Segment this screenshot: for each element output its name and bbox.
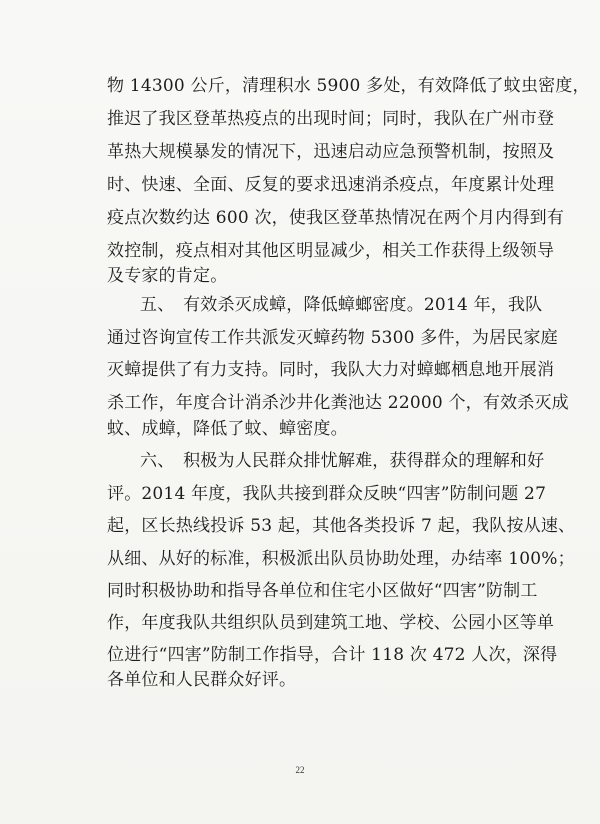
- text-line: 各单位和人民群众好评。: [107, 670, 297, 690]
- text-line: 时、快速、全面、反复的要求迅速消杀疫点，年度累计处理: [107, 175, 555, 195]
- text-line: 位进行“四害”防制工作指导，合计 118 次 472 人次，深得: [107, 645, 558, 665]
- text-line: 从细、从好的标准，积极派出队员协助处理，办结率 100%；: [107, 549, 575, 569]
- text-line: 评。2014 年度，我队共接到群众反映“四害”防制问题 27: [107, 484, 547, 504]
- text-line: 疫点次数约达 600 次，使我区登革热情况在两个月内得到有: [107, 208, 565, 228]
- section-heading-line: 五、 有效杀灭成蟑，降低蟑螂密度。2014 年，我队: [140, 295, 543, 315]
- text-line: 推迟了我区登革热疫点的出现时间；同时，我队在广州市登: [107, 109, 555, 129]
- text-line: 蚊、成蟑，降低了蚊、蟑密度。: [107, 419, 348, 439]
- text-line: 及专家的肯定。: [107, 266, 228, 286]
- page-number: 22: [295, 765, 305, 775]
- text-line: 通过咨询宣传工作共派发灭蟑药物 5300 多件，为居民家庭: [107, 328, 558, 348]
- text-line: 起，区长热线投诉 53 起，其他各类投诉 7 起，我队按从速、: [107, 516, 576, 536]
- text-line: 革热大规模暴发的情况下，迅速启动应急预警机制，按照及: [107, 142, 555, 162]
- text-line: 作，年度我队共组织队员到建筑工地、学校、公园小区等单: [107, 613, 555, 633]
- text-line: 效控制，疫点相对其他区明显减少，相关工作获得上级领导: [107, 241, 555, 261]
- text-line: 物 14300 公斤，清理积水 5900 多处，有效降低了蚊虫密度，: [107, 76, 590, 96]
- text-line: 灭蟑提供了有力支持。同时，我队大力对蟑螂栖息地开展消: [107, 360, 555, 380]
- section-heading-line: 六、 积极为人民群众排忧解难，获得群众的理解和好: [140, 451, 545, 471]
- text-line: 同时积极协助和指导各单位和住宅小区做好“四害”防制工: [107, 581, 538, 601]
- text-line: 杀工作，年度合计消杀沙井化粪池达 22000 个，有效杀灭成: [107, 393, 569, 413]
